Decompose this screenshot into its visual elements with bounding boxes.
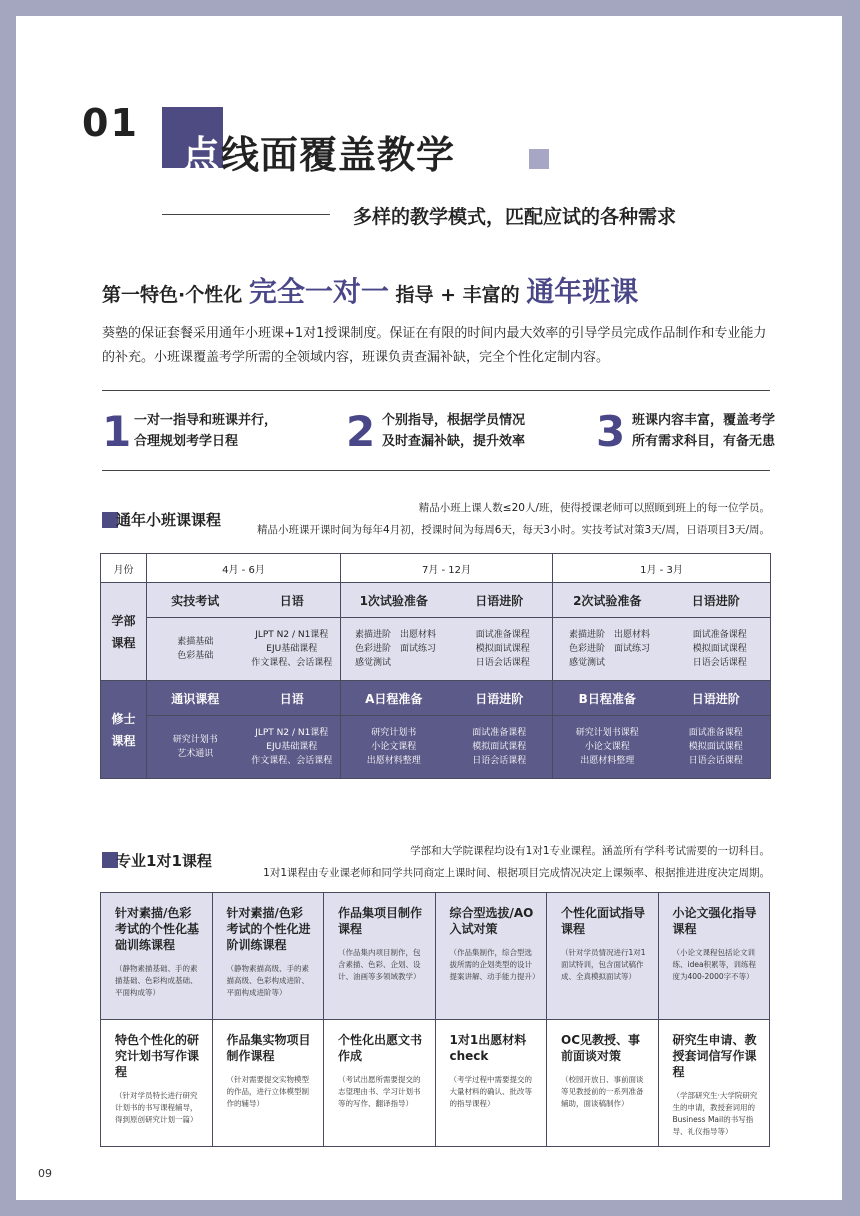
header-period-2: 7月 - 12月 bbox=[341, 554, 553, 583]
point-number: 3 bbox=[596, 407, 626, 456]
course-card: 作品集实物项目制作课程 （针对需要提交实物模型的作品，进行立体模型制作的辅导） bbox=[212, 1020, 324, 1147]
course-card: 1对1出愿材料check （考学过程中需要提交的大量材料的确认、批改等的指导课程） bbox=[435, 1020, 547, 1147]
page-number: 09 bbox=[38, 1167, 52, 1180]
course-card: OC见教授、事前面谈对策 （校园开放日、事前面谈等见教授前的一系列准备辅助，面谈稿制作） bbox=[547, 1020, 659, 1147]
section2-title: 专业1对1课程 bbox=[116, 852, 212, 870]
intro-paragraph: 葵塾的保证套餐采用通年小班课+1对1授课制度。保证在有限的时间内最大效率的引导学员完成作品制作和专业能力的补充。小班课覆盖考学所需的全领域内容，班课负责查漏补缺，完全个性化定制内容。 bbox=[102, 326, 767, 365]
section2-notes: 学部和大学院课程均设有1对1专业课程。涵盖所有学科考试需要的一切科目。 1对1课程由专业课老师和同学共同商定上课时间、根据项目完成情况决定上课频率、根据推进进度决定周期。 bbox=[263, 845, 770, 879]
course-card: 小论文强化指导课程 （小论文课程包括论文训练、idea积累等，训练程度为400-2000字不等） bbox=[658, 893, 770, 1020]
page bbox=[16, 16, 842, 1200]
feature-middle: 指导 + 丰富的 bbox=[395, 284, 520, 306]
table-row bbox=[101, 1020, 770, 1147]
decorative-square bbox=[529, 149, 549, 169]
title-rest: 线面覆盖教学 bbox=[221, 133, 456, 177]
undergrad-detail-row: 素描基础 色彩基础 JLPT N2 / N1课程 EJU基础课程 作文课程、会话课程 素描进阶 出愿材料 色彩进阶 面试练习 感觉测试 面试准备课程 模拟面试课程 日语会话课程 素描进阶 出愿材料 色彩进阶 面试练习 感觉测试 面试准备课程 模拟面试课程 日语会话课程 bbox=[101, 618, 771, 681]
section-number: 01 bbox=[82, 101, 139, 145]
feature-line bbox=[102, 270, 638, 310]
feature-highlight-2: 通年班课 bbox=[526, 275, 639, 308]
header-label: 月份 bbox=[101, 554, 147, 583]
class-course-table bbox=[100, 553, 771, 779]
divider-top bbox=[102, 390, 770, 391]
course-card: 个性化出愿文书作成 （考试出愿所需要提交的志望理由书、学习计划书等的写作、翻译指导） bbox=[324, 1020, 436, 1147]
divider-bottom bbox=[102, 470, 770, 471]
undergrad-label: 学部 课程 bbox=[101, 583, 147, 681]
master-label: 修士 课程 bbox=[101, 681, 147, 779]
course-card: 针对素描/色彩考试的个性化进阶训练课程 （静物素描高级、手的素描高级、色彩构成进阶、平面构成进阶等） bbox=[212, 893, 324, 1020]
section1-notes: 精品小班上课人数≤20人/班，使得授课老师可以照顾到班上的每一位学员。 精品小班课开课时间为每年4月初，授课时间为每周6天，每天3小时。实技考试对策3天/周，日语项目3天/周。 bbox=[257, 502, 770, 536]
header-period-3: 1月 - 3月 bbox=[553, 554, 771, 583]
one-on-one-course-table bbox=[100, 892, 770, 1147]
course-card: 特色个性化的研究计划书写作课程 （针对学员特长进行研究计划书的书写课程辅导，得到原创研究计划一篇） bbox=[101, 1020, 213, 1147]
header-period-1: 4月 - 6月 bbox=[147, 554, 341, 583]
table-header-row bbox=[101, 554, 771, 583]
undergrad-subject-row: 学部 课程 实技考试 日语 1次试验准备 日语进阶 2次试验准备 日语进阶 bbox=[101, 583, 771, 618]
subtitle: 多样的教学模式，匹配应试的各种需求 bbox=[353, 206, 677, 228]
master-subject-row: 修士 课程 通识课程 日语 A日程准备 日语进阶 B日程准备 日语进阶 bbox=[101, 681, 771, 716]
page-title bbox=[182, 124, 455, 179]
point-number: 2 bbox=[346, 407, 376, 456]
point-text: 班课内容丰富，覆盖考学 所有需求科目，有备无患 bbox=[632, 413, 776, 449]
course-card: 综合型选拔/AO入试对策 （作品集制作，综合型选拔所需的企划类型的设计提案讲解、动手能力提升） bbox=[435, 893, 547, 1020]
course-card: 作品集项目制作课程 （作品集内项目制作，包含素描、色彩、企划、设计、油画等多领域教学） bbox=[324, 893, 436, 1020]
title-first-char: 点 bbox=[182, 133, 222, 177]
course-card: 针对素描/色彩考试的个性化基础训练课程 （静物素描基础、手的素描基础、色彩构成基础、平面构成等） bbox=[101, 893, 213, 1020]
section1-title: 通年小班课课程 bbox=[116, 511, 222, 529]
point-text: 一对一指导和班课并行， 合理规划考学日程 bbox=[134, 413, 278, 449]
point-text: 个别指导，根据学员情况 及时查漏补缺，提升效率 bbox=[382, 413, 526, 449]
course-card: 研究生申请、教授套词信写作课程 （学部研究生·大学院研究生的申请，教授套词用的Business Mail的书写指导、礼仪指导等） bbox=[658, 1020, 770, 1147]
feature-prefix: 第一特色·个性化 bbox=[102, 284, 243, 306]
feature-highlight-1: 完全一对一 bbox=[248, 275, 389, 308]
point-number: 1 bbox=[102, 407, 132, 456]
subtitle-rule bbox=[162, 214, 330, 215]
table-row bbox=[101, 893, 770, 1020]
course-card: 个性化面试指导课程 （针对学员情况进行1对1面试特训，包含面试稿作成、全真模拟面试等） bbox=[547, 893, 659, 1020]
master-detail-row: 研究计划书 艺术通识 JLPT N2 / N1课程 EJU基础课程 作文课程、会话课程 研究计划书 小论文课程 出愿材料整理 面试准备课程 模拟面试课程 日语会话课程 研究计划书课程 小论文课程 出愿材料整理 面试准备课程 模拟面试课程 日语会话课程 bbox=[101, 716, 771, 779]
